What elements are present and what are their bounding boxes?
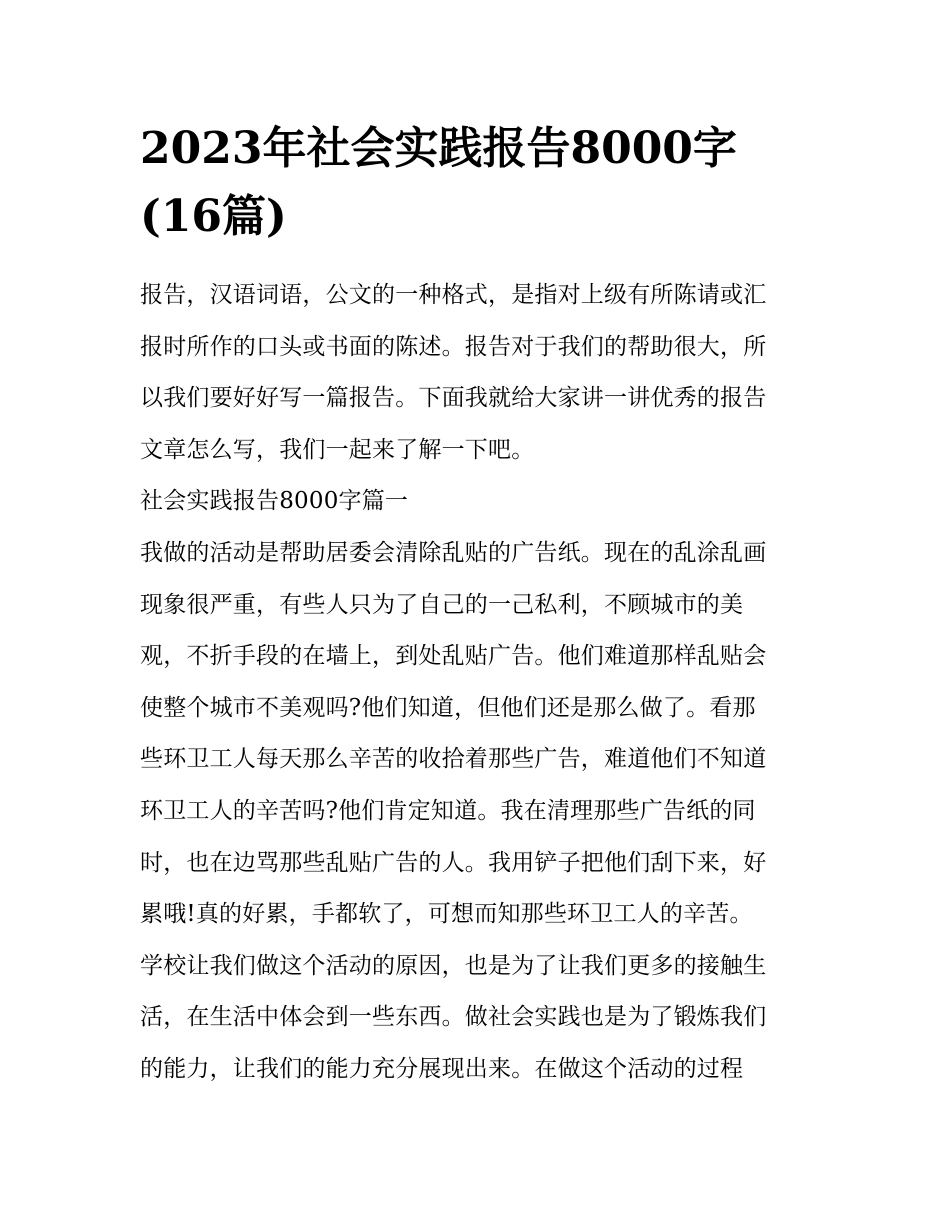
section-heading: 社会实践报告8000字篇一 [140, 488, 409, 515]
document-content [140, 115, 815, 1096]
body-line: 观，不折手段的在墙上，到处乱贴广告。他们难道那样乱贴会 [140, 643, 767, 670]
body-line: 学校让我们做这个活动的原因，也是为了让我们更多的接触生 [140, 952, 767, 979]
body-line: 报时所作的口头或书面的陈述。报告对于我们的帮助很大，所 [140, 333, 767, 360]
body-line: 我做的活动是帮助居委会清除乱贴的广告纸。现在的乱涂乱画 [140, 539, 767, 566]
body-line: 累哦!真的好累，手都软了，可想而知那些环卫工人的辛苦。 [140, 901, 753, 928]
body-line: 活，在生活中体会到一些东西。做社会实践也是为了锻炼我们 [140, 1004, 767, 1031]
body-line: 些环卫工人每天那么辛苦的收拾着那些广告，难道他们不知道 [140, 746, 767, 773]
document-title: 2023年社会实践报告8000字 (16篇) [140, 123, 737, 242]
body-line: 报告，汉语词语，公文的一种格式，是指对上级有所陈请或汇 [140, 282, 767, 308]
body-line: 使整个城市不美观吗?他们知道，但他们还是那么做了。看那 [140, 694, 756, 721]
body-line: 现象很严重，有些人只为了自己的一己私利，不顾城市的美 [140, 591, 744, 618]
body-line: 环卫工人的辛苦吗?他们肯定知道。我在清理那些广告纸的同 [140, 797, 756, 824]
document-body [140, 270, 815, 1096]
body-line: 以我们要好好写一篇报告。下面我就给大家讲一讲优秀的报告 [140, 385, 767, 412]
body-line: 时，也在边骂那些乱贴广告的人。我用铲子把他们刮下来，好 [140, 849, 767, 876]
body-line: 文章怎么写，我们一起来了解一下吧。 [140, 436, 535, 463]
body-line: 的能力，让我们的能力充分展现出来。在做这个活动的过程 [140, 1055, 744, 1082]
